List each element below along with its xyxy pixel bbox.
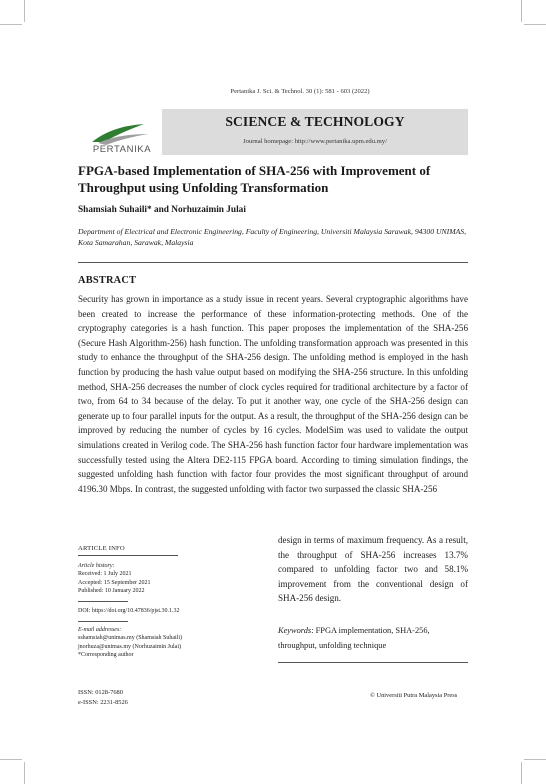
keywords-divider xyxy=(278,662,468,663)
email-entry[interactable]: jnorhuza@unimas.my (Norhuzaimin Julai) xyxy=(78,643,182,650)
email-addresses xyxy=(78,626,258,659)
article-info-heading: ARTICLE INFO xyxy=(78,545,125,552)
corresponding-author-note: *Corresponding author xyxy=(78,651,134,658)
issn-block xyxy=(78,688,128,707)
crop-mark xyxy=(0,24,22,25)
received-date: Received: 1 July 2021 xyxy=(78,571,132,578)
article-history xyxy=(78,562,258,595)
history-divider xyxy=(78,601,128,602)
journal-banner xyxy=(162,109,468,155)
logo-text: PERTANIKA xyxy=(92,144,152,155)
crop-mark xyxy=(524,24,546,25)
issn: ISSN: 0128-7680 xyxy=(78,689,123,696)
crop-mark xyxy=(24,762,25,784)
article-doi[interactable]: DOI: https://doi.org/10.47836/pjst.30.1.32 xyxy=(78,608,180,614)
journal-homepage[interactable]: Journal homepage: http://www.pertanika.upm.edu.my/ xyxy=(243,138,387,145)
abstract-body-continued: design in terms of maximum frequency. As a result, the throughput of SHA-256 increases 13.7% compared to unfolding factor two and 58.1% improvement from the conventional design of SHA-256 design. xyxy=(278,535,468,604)
keywords: Keywords: FPGA implementation, SHA-256, throughput, unfolding technique xyxy=(278,626,430,650)
publisher-copyright: © Universiti Putra Malaysia Press xyxy=(370,692,458,699)
email-entry[interactable]: sshamsiah@unimas.my (Shamsiah Suhaili) xyxy=(78,635,183,642)
crop-mark xyxy=(24,0,25,22)
article-title: FPGA-based Implementation of SHA-256 with Improvement of Throughput using Unfolding Transformation xyxy=(78,163,431,195)
crop-mark xyxy=(524,759,546,760)
journal-name: SCIENCE & TECHNOLOGY xyxy=(225,114,405,129)
email-label: E-mail addresses: xyxy=(78,627,122,633)
article-authors: Shamsiah Suhaili* and Norhuzaimin Julai xyxy=(78,205,246,215)
accepted-date: Accepted: 15 September 2021 xyxy=(78,579,151,586)
section-divider xyxy=(78,262,468,263)
pertanika-leaf-logo-icon xyxy=(78,112,166,158)
crop-mark xyxy=(0,759,22,760)
abstract-heading: ABSTRACT xyxy=(78,275,137,286)
journal-citation: Pertanika J. Sci. & Technol. 30 (1): 581 - 603 (2022) xyxy=(230,88,370,95)
doi-divider xyxy=(78,621,128,622)
crop-mark xyxy=(521,762,522,784)
eissn: e-ISSN: 2231-8526 xyxy=(78,698,128,706)
keywords-list: FPGA implementation, SHA-256, throughput, unfolding technique xyxy=(278,626,430,650)
published-date: Published: 10 January 2022 xyxy=(78,587,145,594)
article-info-divider xyxy=(78,555,178,556)
crop-mark xyxy=(521,0,522,22)
pertanika-logo xyxy=(78,112,166,158)
abstract-body: Security has grown in importance as a study issue in recent years. Several cryptographic algorithms have been created to increase the performance of these information-protecting methods. One of the cryptography categories is a hash function. This paper proposes the implementation of the SHA-256 (Secure Hash Algorithm-256) hash function. The unfolding transformation approach was presented in this study to enhance the throughput of the SHA-256 design. The unfolding method is employed in the hash function by producing the hash value output based on modifying the SHA-256 structure. In this unfolding method, SHA-256 decreases the number of clock cycles required for traditional architecture by a factor of two, from 64 to 34 because of the delay. To put it another way, one cycle of the SHA-256 design can generate up to four parallel inputs for the output. As a result, the throughput of the SHA-256 design can be improved by reducing the number of cycles by 16 cycles. ModelSim was used to validate the output simulations created in Verilog code. The SHA-256 hash function factor four hardware implementation was successfully tested using the Altera DE2-115 FPGA board. According to timing simulation findings, the suggested unfolding hash function with factor four provides the most significant throughput of around 4196.30 Mbps. In contrast, the suggested unfolding with factor two surpassed the classic SHA-256 xyxy=(78,294,468,494)
author-affiliation: Department of Electrical and Electronic Engineering, Faculty of Engineering, Universiti Malaysia Sarawak, 94300 UNIMAS, Kota Samarahan, Sarawak, Malaysia xyxy=(78,227,467,247)
history-label: Article history: xyxy=(78,563,115,569)
keywords-label: Keywords xyxy=(278,626,312,635)
